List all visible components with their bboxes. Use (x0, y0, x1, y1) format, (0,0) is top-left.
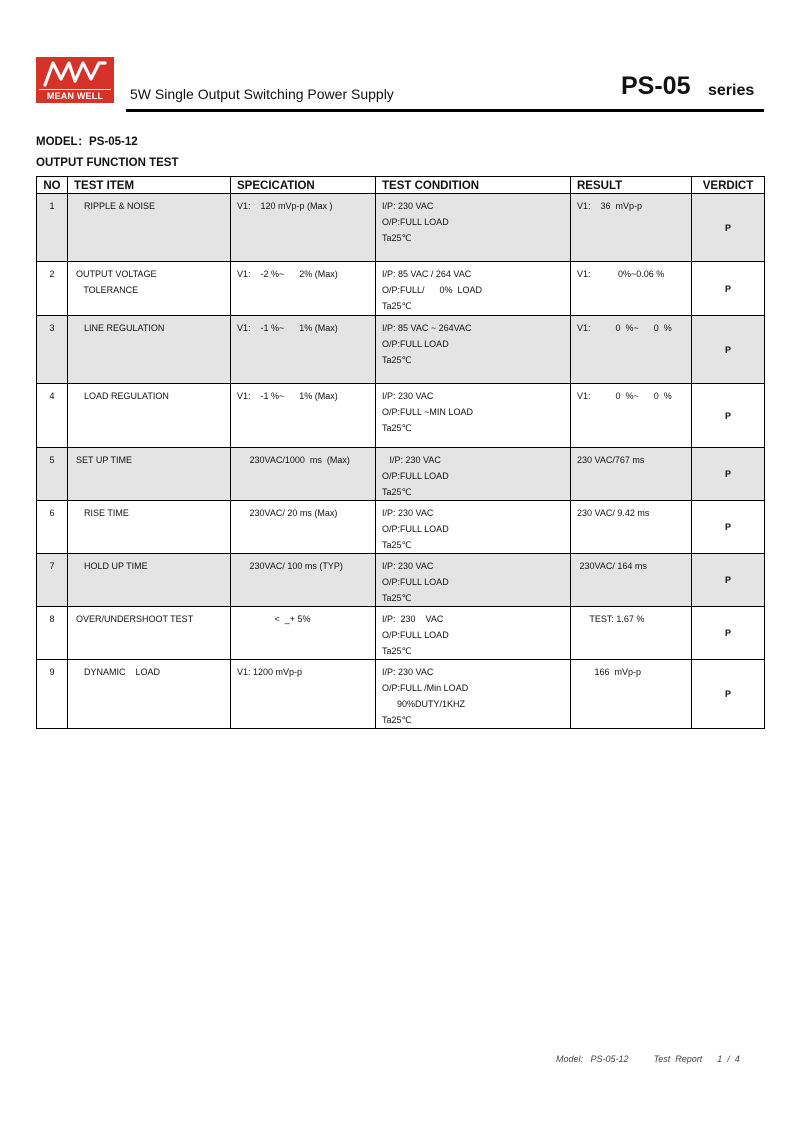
cell-line: O/P:FULL LOAD (382, 524, 449, 534)
page-footer (556, 1054, 740, 1064)
cell-line: Ta25℃ (382, 233, 412, 243)
test-item-cell (68, 384, 231, 448)
mean-well-logo (36, 57, 114, 103)
mw-logo-icon (42, 59, 108, 89)
cell-line: Ta25℃ (382, 646, 412, 656)
cell-line: Ta25℃ (382, 355, 412, 365)
cell-line: OUTPUT VOLTAGE (76, 269, 157, 279)
cell-line: V1: 36 mVp-p (577, 201, 643, 211)
header-result: RESULT (571, 177, 692, 194)
cell-line: I/P: 230 VAC (382, 201, 434, 211)
test-condition-cell (376, 448, 571, 501)
row-number: 8 (37, 607, 68, 660)
verdict-cell: P (692, 384, 765, 448)
test-item-cell (68, 448, 231, 501)
table-row (37, 194, 765, 262)
test-condition-cell (376, 554, 571, 607)
table-row (37, 448, 765, 501)
cell-line: I/P: 85 VAC / 264 VAC (382, 269, 472, 279)
cell-line: 230 VAC/ 9.42 ms (577, 508, 650, 518)
header-no: NO (37, 177, 68, 194)
cell-line: V1: 0 %~ 0 % (577, 391, 672, 401)
cell-line: DYNAMIC LOAD (84, 667, 161, 677)
cell-line: RISE TIME (84, 508, 129, 518)
cell-line: Ta25℃ (382, 540, 412, 550)
cell-line: O/P:FULL LOAD (382, 471, 449, 481)
header-verdict: VERDICT (692, 177, 765, 194)
result-cell (571, 501, 692, 554)
test-item-cell (68, 554, 231, 607)
row-number: 9 (37, 660, 68, 729)
output-function-test-table (36, 176, 765, 729)
table-row (37, 660, 765, 729)
test-condition-cell (376, 501, 571, 554)
section-title: OUTPUT FUNCTION TEST (36, 157, 179, 169)
row-number: 5 (37, 448, 68, 501)
specification-cell (231, 316, 376, 384)
test-condition-cell (376, 262, 571, 316)
row-number: 1 (37, 194, 68, 262)
result-cell (571, 194, 692, 262)
logo-text: MEAN WELL (39, 89, 111, 101)
header-test-item: TEST ITEM (68, 177, 231, 194)
document-subtitle: 5W Single Output Switching Power Supply (130, 86, 394, 102)
cell-line: Ta25℃ (382, 301, 412, 311)
cell-line: V1: -2 %~ 2% (Max) (237, 269, 338, 279)
cell-line: I/P: 85 VAC ~ 264VAC (382, 323, 472, 333)
row-number: 6 (37, 501, 68, 554)
cell-line: HOLD UP TIME (84, 561, 148, 571)
cell-line: 230VAC/1000 ms (Max) (237, 455, 350, 465)
test-item-cell (68, 316, 231, 384)
result-cell (571, 554, 692, 607)
cell-line: Ta25℃ (382, 593, 412, 603)
test-item-cell (68, 501, 231, 554)
row-number: 2 (37, 262, 68, 316)
test-item-cell (68, 262, 231, 316)
table-row (37, 316, 765, 384)
cell-line: 230VAC/ 100 ms (TYP) (237, 561, 343, 571)
row-number: 7 (37, 554, 68, 607)
result-cell (571, 448, 692, 501)
cell-line: SET UP TIME (76, 455, 133, 465)
cell-line: I/P: 230 VAC (382, 455, 441, 465)
cell-line: LINE REGULATION (84, 323, 165, 333)
table-row (37, 501, 765, 554)
cell-line: O/P:FULL LOAD (382, 577, 449, 587)
test-item-cell (68, 607, 231, 660)
cell-line: V1: 1200 mVp-p (237, 667, 303, 677)
cell-line: O/P:FULL LOAD (382, 339, 449, 349)
cell-line: 230VAC/ 164 ms (577, 561, 647, 571)
result-cell (571, 316, 692, 384)
cell-line: 166 mVp-p (577, 667, 642, 677)
cell-line: LOAD REGULATION (84, 391, 169, 401)
table-row (37, 607, 765, 660)
result-cell (571, 384, 692, 448)
model-code: PS-05 (621, 72, 691, 100)
cell-line: V1: 120 mVp-p (Max ) (237, 201, 333, 211)
footer-model: Model: PS-05-12 (556, 1054, 629, 1064)
result-cell (571, 660, 692, 729)
row-number: 3 (37, 316, 68, 384)
cell-line: O/P:FULL/ 0% LOAD (382, 285, 483, 295)
model-line: MODEL：PS-05-12 (36, 136, 138, 148)
cell-line: Ta25℃ (382, 715, 412, 725)
row-number: 4 (37, 384, 68, 448)
verdict-cell: P (692, 262, 765, 316)
cell-line: O/P:FULL LOAD (382, 630, 449, 640)
test-condition-cell (376, 607, 571, 660)
table-header-row (37, 177, 765, 194)
cell-line: < _+ 5% (237, 614, 311, 624)
cell-line: I/P: 230 VAC (382, 508, 434, 518)
result-cell (571, 262, 692, 316)
cell-line: I/P: 230 VAC (382, 614, 444, 624)
cell-line: O/P:FULL LOAD (382, 217, 449, 227)
verdict-cell: P (692, 660, 765, 729)
cell-line: V1: 0%~0.06 % (577, 269, 665, 279)
cell-line: V1: -1 %~ 1% (Max) (237, 391, 338, 401)
result-cell (571, 607, 692, 660)
test-item-cell (68, 194, 231, 262)
table-row (37, 384, 765, 448)
test-condition-cell (376, 194, 571, 262)
specification-cell (231, 501, 376, 554)
specification-cell (231, 607, 376, 660)
header-test-condition: TEST CONDITION (376, 177, 571, 194)
table-row (37, 554, 765, 607)
verdict-cell: P (692, 448, 765, 501)
header-divider (126, 109, 764, 112)
specification-cell (231, 448, 376, 501)
verdict-cell: P (692, 607, 765, 660)
specification-cell (231, 194, 376, 262)
cell-line: Ta25℃ (382, 423, 412, 433)
cell-line: V1: 0 %~ 0 % (577, 323, 672, 333)
cell-line: 230 VAC/767 ms (577, 455, 645, 465)
cell-line: TOLERANCE (76, 285, 139, 295)
footer-page: 1 / 4 (717, 1054, 740, 1064)
cell-line: TEST: 1.67 % (577, 614, 645, 624)
header-specification: SPECICATION (231, 177, 376, 194)
cell-line: OVER/UNDERSHOOT TEST (76, 614, 194, 624)
test-condition-cell (376, 384, 571, 448)
cell-line: V1: -1 %~ 1% (Max) (237, 323, 338, 333)
cell-line: O/P:FULL /Min LOAD (382, 683, 469, 693)
verdict-cell: P (692, 194, 765, 262)
cell-line: I/P: 230 VAC (382, 667, 434, 677)
series-label: series (708, 82, 755, 99)
verdict-cell: P (692, 316, 765, 384)
footer-report: Test Report (653, 1054, 703, 1064)
test-condition-cell (376, 660, 571, 729)
cell-line: 230VAC/ 20 ms (Max) (237, 508, 338, 518)
cell-line: 90%DUTY/1KHZ (382, 699, 466, 709)
specification-cell (231, 554, 376, 607)
table-row (37, 262, 765, 316)
test-item-cell (68, 660, 231, 729)
specification-cell (231, 384, 376, 448)
cell-line: I/P: 230 VAC (382, 561, 434, 571)
specification-cell (231, 262, 376, 316)
cell-line: Ta25℃ (382, 487, 412, 497)
test-condition-cell (376, 316, 571, 384)
cell-line: O/P:FULL ~MIN LOAD (382, 407, 473, 417)
specification-cell (231, 660, 376, 729)
cell-line: RIPPLE & NOISE (84, 201, 156, 211)
verdict-cell: P (692, 501, 765, 554)
verdict-cell: P (692, 554, 765, 607)
cell-line: I/P: 230 VAC (382, 391, 434, 401)
